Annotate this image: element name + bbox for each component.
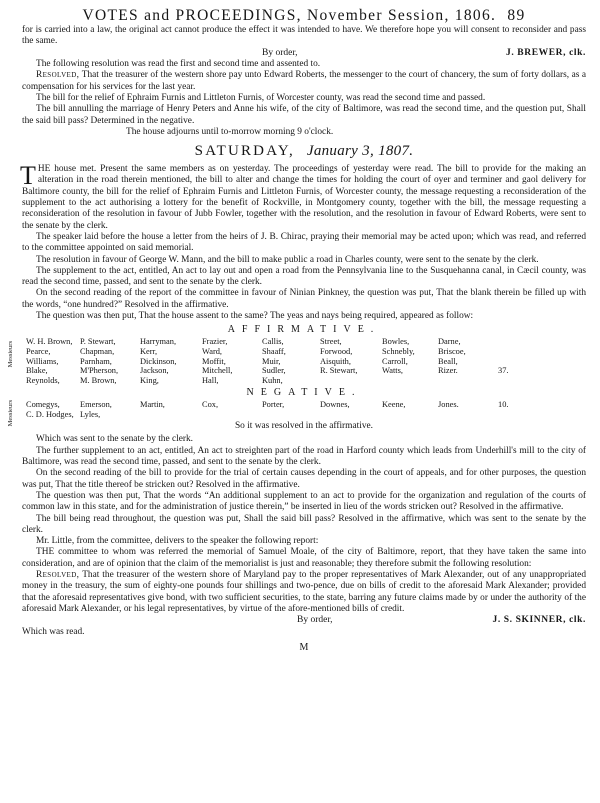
closing-by-order: By order,: [297, 615, 333, 626]
affirmative-name: Bowles,: [382, 337, 410, 347]
after-paragraph-2: The further supplement to an act, entitled, An act to streighten part of the road in Harford county which leads from Underhill's mill to the city of Baltimore, was read the second time, passed, and sent to the senate by the clerk.: [22, 445, 586, 468]
affirmative-name: Pearce,: [26, 346, 51, 356]
day-heading-day: SATURDAY,: [194, 143, 295, 160]
negative-name: Porter,: [262, 400, 285, 410]
negative-name: C. D. Hodges,: [26, 409, 74, 419]
negative-name: Emerson,: [80, 400, 112, 410]
affirmative-name: Blake,: [26, 366, 48, 376]
after-paragraph-4: The question was then put, That the words “An additional supplement to an act to provide for the organization and regulation of the courts of common law in this state, and for the administration of justice therein,” be inserted in lieu of the words stricken out? Resolved in the affirmative.: [22, 490, 586, 513]
negative-name: [320, 410, 382, 420]
affirmative-name: W. H. Brown,: [26, 337, 73, 347]
intro-by-order: By order,: [262, 47, 298, 58]
affirmative-block: [7, 337, 586, 385]
affirmative-name: Watts,: [382, 366, 403, 376]
affirmative-name: [382, 376, 438, 386]
negative-name: Downes,: [320, 400, 350, 410]
negative-name: Keene,: [382, 400, 406, 410]
negative-name: 10.: [498, 400, 509, 410]
negative-name: [202, 410, 262, 420]
day-heading-date: January 3, 1807.: [306, 143, 414, 160]
negative-name: Cox,: [202, 400, 219, 410]
intro-paragraph-5: The bill annulling the marriage of Henry Peters and Anne his wife, of the city of Baltimore, was read the second time, and the question put, Shall the said bill pass? Determined in the negative.: [22, 104, 586, 126]
affirmative-name: Muir,: [262, 356, 281, 366]
affirmative-name: Williams,: [26, 356, 59, 366]
intro-paragraph-2: The following resolution was read the first and second time and assented to.: [36, 59, 321, 70]
affirmative-name: Sudler,: [262, 366, 286, 376]
affirmative-name: P. Stewart,: [80, 337, 116, 347]
negative-name: [382, 410, 438, 420]
after-paragraph-3: On the second reading of the bill to provide for the trial of certain causes depending in the court of appeals, and for other purposes, the question was put, That the title thereof be stricken out? Resolved in the affirmative.: [22, 468, 586, 490]
affirmative-name: Dickinson,: [140, 356, 177, 366]
intro-paragraph-4: The bill for the relief of Ephraim Furnis and Littleton Furnis, of Worcester county, was read the second time and passed.: [36, 92, 486, 103]
affirmative-name: Moffit,: [202, 356, 226, 366]
negative-heading: NEGATIVE.: [246, 387, 362, 399]
running-head: [22, 6, 586, 25]
affirmative-name: Rizer.: [438, 366, 458, 376]
affirmative-name: Hall,: [202, 375, 219, 385]
intro-clerk-name: J. BREWER, clk.: [506, 47, 586, 58]
saturday-paragraph-3: The resolution in favour of George W. Mann, and the bill to make public a road in Charles county, were sent to the senate by the clerk.: [36, 254, 539, 265]
after-paragraph-8-text: That the treasurer of the western shore of Maryland pay to the proper representatives of Mark Alexander, out of any unappropriated money in the treasury, the sum of eighty-one pounds four shillings and two-pence, due on bills of credit to the aforesaid Mark Alexander; provided that the aforesaid representatives give bond, with two sufficient securities, to the state, barring any future claims made by or under the authority of the aforesaid Mark Alexander, or his legal representatives, by virtue of the afore-mentioned bills of credit.: [22, 570, 586, 614]
affirmative-name: [498, 337, 510, 347]
after-paragraph-1: Which was sent to the senate by the clerk.: [36, 434, 193, 445]
affirmative-name: 37.: [498, 366, 509, 376]
affirmative-name: Jackson,: [140, 366, 169, 376]
affirmative-name: Darne,: [438, 337, 461, 347]
affirmative-name: Schnebly,: [382, 346, 415, 356]
negative-name: [498, 410, 510, 420]
intro-paragraph-3: [22, 70, 586, 93]
after-paragraph-7: THE committee to whom was referred the memorial of Samuel Moale, of the city of Baltimore, report, that they have taken the same into consideration, and are of opinion that the claim of the memorialist is just and reasonable; they therefore submit the following resolution:: [22, 547, 586, 569]
affirmative-name: Carroll,: [382, 356, 408, 366]
affirmative-name: [320, 376, 382, 386]
saturday-paragraph-5: On the second reading of the report of the committee in favour of Ninian Pinkney, the question was put, That the blank therein be filled up with the words, “one hundred?” Resolved in the affirmative.: [22, 288, 586, 310]
vote-result: So it was resolved in the affirmative.: [234, 421, 374, 432]
intro-signature: [22, 48, 586, 60]
negative-name: [140, 410, 202, 420]
closing-clerk-name: J. S. SKINNER, clk.: [492, 615, 586, 626]
saturday-paragraph-6: The question was then put, That the house assent to the same? The yeas and nays being required, appeared as follow:: [36, 311, 474, 322]
negative-name: [262, 410, 320, 420]
affirmative-name: Reynolds,: [26, 375, 60, 385]
closing-signature: [22, 615, 586, 627]
day-heading: [22, 142, 586, 161]
affirmative-names: [26, 337, 586, 385]
affirmative-name: Chapman,: [80, 346, 115, 356]
affirmative-name: King,: [140, 375, 159, 385]
affirmative-name: Street,: [320, 337, 342, 347]
affirmative-name: [498, 376, 510, 386]
intro-paragraph-1: for is carried into a law, the original act cannot produce the effect it was intended to have. We therefore hope you will consent to reconsider and pass the same.: [22, 25, 586, 47]
affirmative-name: [498, 347, 510, 357]
negative-side-label: Messieurs: [7, 400, 14, 427]
affirmative-name: M. Brown,: [80, 375, 117, 385]
affirmative-name: Kuhn,: [262, 375, 283, 385]
saturday-paragraph-1-text: HE house met. Present the same members as on yesterday. The proceedings of yesterday were read. The bill to provide for the making an alteration in the road therein mentioned, the bill to alter and change the times for holding the court of oyer and terminer and gaol delivery for Baltimore county, the bill for the relief of Ephraim Furnis and Littleton Furnis, of Worcester county, the message requesting a reconsideration of the supplement to the act authorising a lottery for the benefit of Rockville, in Montgomery county, together with the bill, the message requesting a reconsideration of the resolution in favour of Jubb Fowler, together with the resolution, and the resolution in favour of Edward Roberts, were sent to the senate by the clerk.: [22, 164, 586, 231]
resolved-lead: Resolved,: [36, 70, 80, 81]
affirmative-name: Parnham,: [80, 356, 112, 366]
affirmative-name: Kerr,: [140, 346, 158, 356]
after-paragraph-5: The bill being read throughout, the question was put, Shall the said bill pass? Resolved in the affirmative, which was sent to the senate by the clerk.: [22, 513, 586, 535]
negative-name: Martin,: [140, 400, 165, 410]
negative-name: Lyles,: [80, 409, 101, 419]
after-paragraph-6: Mr. Little, from the committee, delivers to the speaker the following report:: [36, 536, 319, 547]
after-paragraph-8: [22, 570, 586, 615]
affirmative-side-label: Messieurs: [7, 341, 14, 368]
affirmative-name: Frazier,: [202, 337, 228, 347]
affirmative-name: Shaaff,: [262, 346, 286, 356]
affirmative-name: Harryman,: [140, 337, 177, 347]
saturday-paragraph-1: [20, 161, 586, 232]
saturday-paragraph-4: The supplement to the act, entitled, An act to lay out and open a road from the Pennsylvania line to the Susquehanna canal, in Cæcil county, was read the second time, passed, and sent to the senate by the clerk.: [22, 265, 586, 288]
resolved-lead: Resolved,: [36, 570, 80, 581]
after-paragraph-9: Which was read.: [22, 626, 85, 637]
affirmative-name: Callis,: [262, 337, 284, 347]
affirmative-name: Aisquith,: [320, 356, 351, 366]
intro-paragraph-6: The house adjourns until to-morrow morning 9 o'clock.: [126, 126, 334, 137]
negative-name: Comegys,: [26, 400, 60, 410]
affirmative-name: Mitchell,: [202, 366, 233, 376]
negative-names: [26, 400, 586, 419]
saturday-paragraph-2: The speaker laid before the house a letter from the heirs of J. B. Chirac, praying their memorial may be acted upon; which was read, and referred to the committee appointed on said memorial.: [22, 231, 586, 254]
affirmative-heading: AFFIRMATIVE.: [227, 324, 381, 336]
affirmative-name: Beall,: [438, 356, 458, 366]
intro-paragraph-3-text: That the treasurer of the western shore pay unto Edward Roberts, the messenger to the court of chancery, the sum of forty dollars, as a compensation for his services for the last year.: [22, 70, 586, 92]
affirmative-name: Forwood,: [320, 346, 353, 356]
affirmative-name: [498, 357, 510, 367]
negative-name: [438, 410, 498, 420]
affirmative-name: M'Pherson,: [80, 366, 119, 376]
negative-name: Jones.: [438, 400, 459, 410]
signature-mark: M: [299, 642, 309, 654]
affirmative-name: [438, 376, 498, 386]
page-number: 89: [507, 7, 526, 24]
affirmative-name: Ward,: [202, 346, 223, 356]
running-head-title: VOTES and PROCEEDINGS, November Session, 1806.: [82, 7, 497, 24]
affirmative-name: R. Stewart,: [320, 366, 358, 376]
affirmative-name: Briscoe,: [438, 346, 466, 356]
drop-cap: T: [20, 161, 36, 191]
